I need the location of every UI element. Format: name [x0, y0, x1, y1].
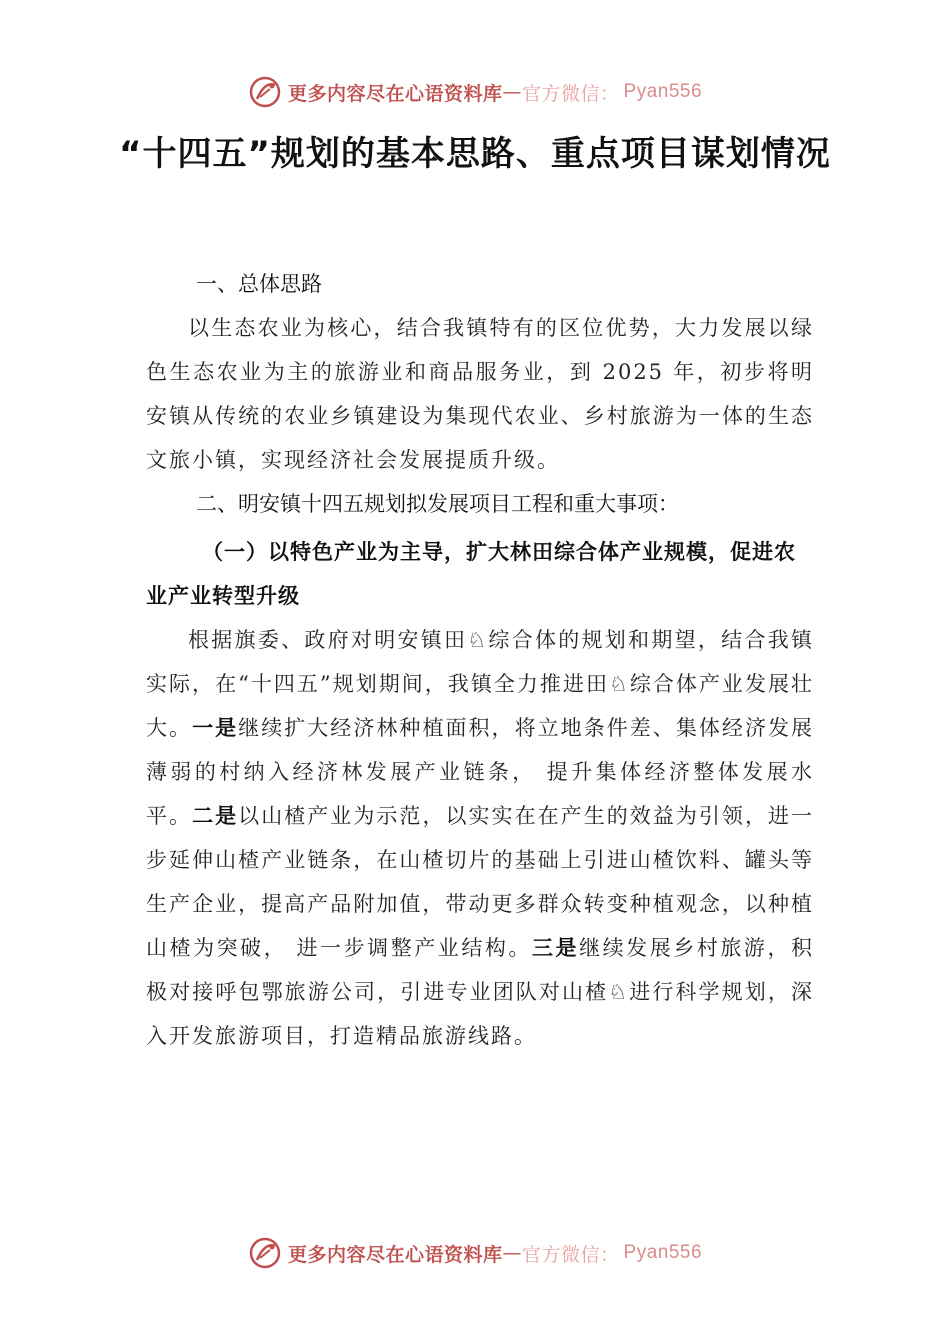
document-title: “十四五”规划的基本思路、重点项目谋划情况 [119, 134, 831, 174]
section-2-heading: 二、明安镇十四五规划拟发展项目工程和重大事项： [196, 492, 679, 516]
subsection-1-paragraph [146, 618, 814, 1058]
point-3-marker: 三是 [531, 935, 580, 960]
banner-lead-text: 更多内容尽在心语资料库 [287, 82, 503, 105]
banner-handle: Pyan556 [623, 1242, 703, 1263]
banner-colon: ： [600, 1243, 620, 1266]
paragraph-lead: 根据旗委、政府对明安镇田♘综合体的规划和期望，结合我镇实际，在“十四五”规划期间，我镇全力推进田♘综合体产业发展壮大。 [146, 628, 814, 740]
document-body [146, 262, 814, 1058]
section-1-paragraph: 以生态农业为核心，结合我镇特有的区位优势，大力发展以绿色生态农业为主的旅游业和商品服务业，到 2025 年，初步将明安镇从传统的农业乡镇建设为集现代农业、乡村旅游为一体的生态文旅小镇，实现经济社会发展提质升级。 [146, 316, 814, 472]
banner-label: 官方微信 [521, 1243, 600, 1266]
point-3-text: 继续发展乡村旅游，积极对接呼包鄂旅游公司，引进专业团队对山楂♘进行科学规划，深入开发旅游项目，打造精品旅游线路。 [146, 936, 814, 1048]
banner-colon: ： [600, 82, 620, 105]
point-1-marker: 一是 [192, 715, 239, 740]
brand-logo-icon [248, 1236, 282, 1270]
point-1-text: 继续扩大经济林种植面积，将立地条件差、集体经济发展薄弱的村纳入经济林发展产业链条， 提升集体经济整体发展水平。 [146, 716, 815, 828]
banner-separator: — [502, 1242, 522, 1264]
footer-banner [0, 1233, 950, 1273]
point-2-marker: 二是 [192, 803, 239, 828]
banner-lead-text: 更多内容尽在心语资料库 [287, 1243, 503, 1266]
subsection-1-heading: （一）以特色产业为主导，扩大林田综合体产业规模，促进农业产业转型升级 [146, 539, 796, 608]
banner-handle: Pyan556 [623, 81, 703, 102]
brand-logo-icon [248, 75, 282, 109]
banner-label: 官方微信 [521, 82, 600, 105]
section-1-heading: 一、总体思路 [196, 272, 322, 296]
point-2-text: 以山楂产业为示范，以实实在在产生的效益为引领，进一步延伸山楂产业链条，在山楂切片的基础上引进山楂饮料、罐头等生产企业，提高产品附加值，带动更多群众转变种植观念，以种植山楂为突破， 进一步调整产业结构。 [146, 804, 815, 960]
header-banner [0, 72, 950, 112]
banner-separator: — [502, 81, 522, 103]
